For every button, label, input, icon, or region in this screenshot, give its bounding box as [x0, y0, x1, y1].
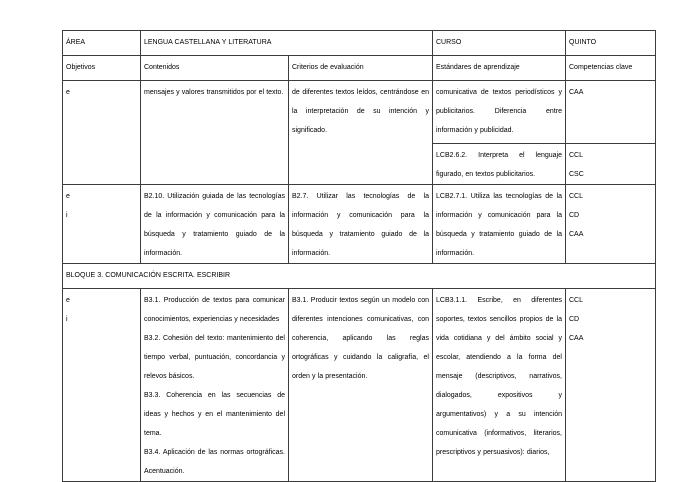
area-value: LENGUA CASTELLANA Y LITERATURA — [144, 39, 272, 46]
area-label: ÁREA — [66, 39, 86, 46]
cell-objetivos: e i — [63, 289, 141, 482]
cell-criterios: B2.7. Utilizar las tecnologías de la información y comunicación para la búsqueda y tratamiento guiado de la información. — [289, 185, 433, 264]
cell-criterios: B3.1. Producir textos según un modelo con diferentes intenciones comunicativas, con coherencia, aplicando las reglas ortográficas y cuidando la caligrafía, el orden y la presentación. — [289, 289, 433, 482]
meta-header-row — [63, 31, 656, 56]
cell-estandar: LCB2.6.2. Interpreta el lenguaje figurado, en textos publicitarios. — [433, 144, 566, 185]
cell-contenidos: B2.10. Utilización guiada de las tecnologías de la información y comunicación para la búsqueda y tratamiento guiado de la información. — [141, 185, 289, 264]
col-header-competencias: Competencias clave — [566, 56, 656, 81]
section-header-cell — [63, 264, 656, 289]
cell-criterios: de diferentes textos leídos, centrándose en la interpretación de su intención y significado. — [289, 81, 433, 185]
col-header-contenidos: Contenidos — [141, 56, 289, 81]
cell-estandar: comunicativa de textos periodísticos y publicitarios. Diferencia entre información y publicidad. — [433, 81, 566, 144]
table-row — [63, 81, 656, 144]
section-header: BLOQUE 3. COMUNICACIÓN ESCRITA. ESCRIBIR — [66, 272, 231, 279]
column-header-row — [63, 56, 656, 81]
curso-value-cell — [566, 31, 656, 56]
cell-competencias: CCL CD CAA — [566, 185, 656, 264]
curriculum-table — [62, 30, 656, 482]
cell-estandar: LCB3.1.1. Escribe, en diferentes soportes, textos sencillos propios de la vida cotidiana y del ámbito social y escolar, atendiendo a la forma del mensaje (descriptivos, narrativos, dialogados, expositivos y argumentativos) y a su intención comunicativa (informativos, literarios, prescriptivos y persuasivos): diarios, — [433, 289, 566, 482]
cell-competencias: CCL CD CAA — [566, 289, 656, 482]
area-value-cell — [141, 31, 433, 56]
curso-label: CURSO — [436, 39, 462, 46]
cell-competencias: CCL CSC — [566, 144, 656, 185]
cell-objetivos: e — [63, 81, 141, 185]
cell-competencias: CAA — [566, 81, 656, 144]
table-row — [63, 289, 656, 482]
table-row — [63, 185, 656, 264]
section-header-row — [63, 264, 656, 289]
area-label-cell — [63, 31, 141, 56]
cell-contenidos: B3.1. Producción de textos para comunicar conocimientos, experiencias y necesidades B3.2. Cohesión del texto: mantenimiento del tiempo verbal, puntuación, concordancia y relevos básicos. B3.3. Coherencia en las secuencias de ideas y hechos y en el mantenimiento del tema. B3.4. Aplicación de las normas ortográficas. Acentuación. — [141, 289, 289, 482]
curso-label-cell — [433, 31, 566, 56]
curso-value: QUINTO — [569, 39, 597, 46]
col-header-objetivos: Objetivos — [63, 56, 141, 81]
cell-estandar: LCB2.7.1. Utiliza las tecnologías de la información y comunicación para la búsqueda y tratamiento guiado de la información. — [433, 185, 566, 264]
document-page — [62, 30, 656, 482]
cell-contenidos: mensajes y valores transmitidos por el texto. — [141, 81, 289, 185]
cell-objetivos: e i — [63, 185, 141, 264]
col-header-criterios: Criterios de evaluación — [289, 56, 433, 81]
col-header-estandares: Estándares de aprendizaje — [433, 56, 566, 81]
